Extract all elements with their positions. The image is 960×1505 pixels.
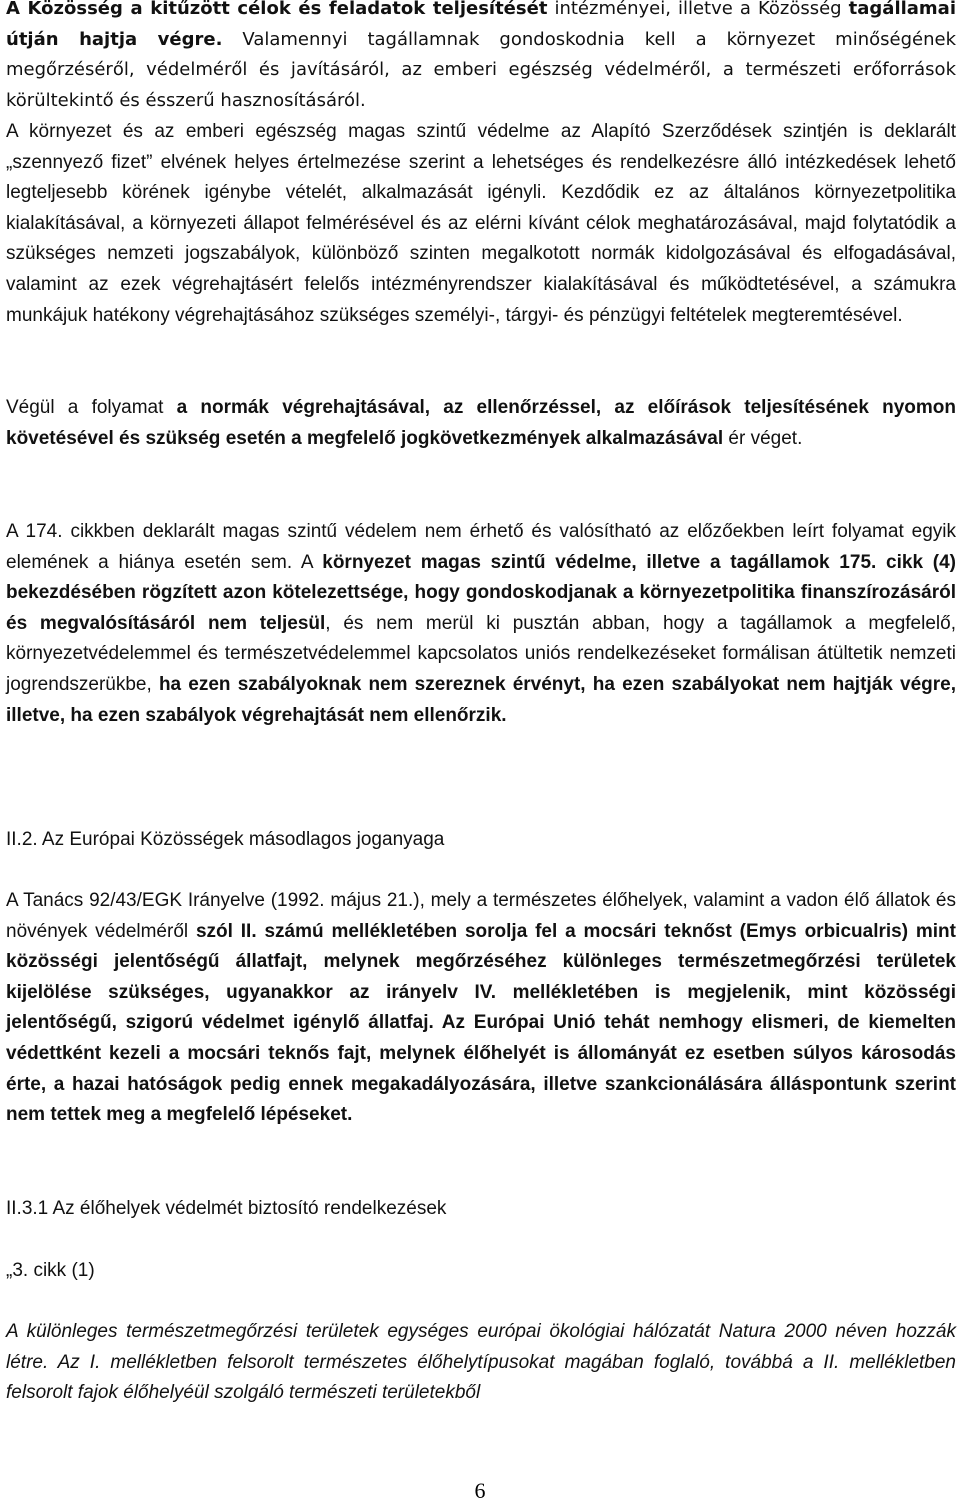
article-text-2: , és nem merül ki pusztán abban, hogy a tagállamok a megfelelő, környezetvédelemmel és természetvédelemmel kapcsolatos uniós rendelkezéseket formálisan átültetik nemzeti jogrendszerükbe, — [6, 612, 956, 695]
quote-text: A különleges természetmegőrzési területek egységes európai ökológiai hálózatát Natura 2000 néven hozzák létre. Az I. mellékletben felsorolt természetes élőhelytípusokat magában foglaló, továbbá a II. mellékletben felsorolt fajok élőhelyéül szolgáló természeti területekből — [6, 1321, 956, 1404]
article-text-1: A 174. cikkben deklarált magas szintű védelem nem érhető és valósítható az előzőekben leírt folyamat egyik elemének a hiánya esetén sem. A — [6, 521, 956, 573]
article-bold-2: ha ezen szabályoknak nem szereznek érvényt, ha ezen szabályokat nem hajtják végre, illetve, ha ezen szabályok végrehajtását nem ellenőrzik. — [6, 673, 956, 726]
paragraph-intro — [6, 0, 956, 116]
process-text-2: ér véget. — [723, 427, 803, 449]
paragraph-directive — [6, 886, 956, 1131]
process-bold-1: a normák végrehajtásával, az ellenőrzéssel, az előírások teljesítésének nyomon követésével és szükség esetén a megfelelő jogkövetkezmények alkalmazásával — [6, 397, 956, 449]
quote-reference: „3. cikk (1) — [6, 1260, 95, 1281]
paragraph-environment: A környezet és az emberi egészség magas szintű védelme az Alapító Szerződések szintjén is deklarált „szennyező fizet” elvének helyes értelmezése szerint a lehetséges és rendelkezésre álló intézkedések lehető legteljesebb körének igénybe vételét, alkalmazását igényli. Kezdődik ez az általános környezetpolitika kialakításával, a környezeti állapot felmérésével és az elérni kívánt célok meghatározásával, majd folytatódik a szükséges nemzeti jogszabályok, különböző szinten megalkotott normák kidolgozásával és elfogadásával, valamint az ezek végrehajtásért felelős intézményrendszer kialakításával és működtetésével, a számukra munkájuk hatékony végrehajtásához szükséges személyi-, tárgyi- és pénzügyi feltételek megteremtésével. — [6, 121, 956, 326]
paragraph-process — [6, 393, 956, 454]
directive-text-1: A Tanács 92/43/EGK Irányelve (1992. május 21.), mely a természetes élőhelyek, valamint a vadon élő állatok és növények védelméről — [6, 890, 956, 942]
article-bold-1: környezet magas szintű védelme, illetve a tagállamok 175. cikk (4) bekezdésében rögzített azon kötelezettsége, hogy gondoskodjanak a környezetpolitika finanszírozásáról és megvalósításáról nem teljesül — [6, 551, 956, 634]
section-heading-habitats: II.3.1 Az élőhelyek védelmét biztosító rendelkezések — [6, 1198, 447, 1219]
quote-paragraph — [6, 1317, 956, 1409]
intro-bold-1: A Közösség a kitűzött célok és feladatok teljesítését — [6, 0, 548, 19]
intro-bold-2: tagállamai útján hajtja végre. — [6, 0, 956, 50]
section-heading-secondary-law: II.2. Az Európai Közösségek másodlagos joganyaga — [6, 829, 445, 850]
paragraph-article-174 — [6, 517, 956, 731]
directive-bold-1: szól II. számú mellékletében sorolja fel a mocsári teknőst (Emys orbicualris) mint közösségi jelentőségű állatfajt, melynek megőrzéséhez különleges természetmegőrzési területek kijelölése szükséges, ugyanakkor az irányelv IV. mellékletében is megjelenik, mint közösségi jelentőségű, szigorú védelmet igénylő állatfaj. Az Európai Unió tehát nemhogy elismeri, de kiemelten védettként kezeli a mocsári teknős fajt, melynek élőhelyét is állományát ez esetben súlyos károsodás érte, a hazai hatóságok pedig ennek megakadályozására, illetve szankcionálására álláspontunk szerint nem tettek meg a megfelelő lépéseket. — [6, 920, 956, 1126]
process-text-1: Végül a folyamat — [6, 397, 177, 418]
page-number: 6 — [474, 1478, 486, 1503]
intro-text-2: Valamennyi tagállamnak gondoskodnia kell a környezet minőségének megőrzéséről, védelméről és javításáról, az emberi egészség védelméről, a természeti erőforrások körültekintő és ésszerű hasznosításáról. — [6, 28, 956, 111]
intro-text-1: intézményei, illetve a Közösség — [547, 0, 849, 19]
